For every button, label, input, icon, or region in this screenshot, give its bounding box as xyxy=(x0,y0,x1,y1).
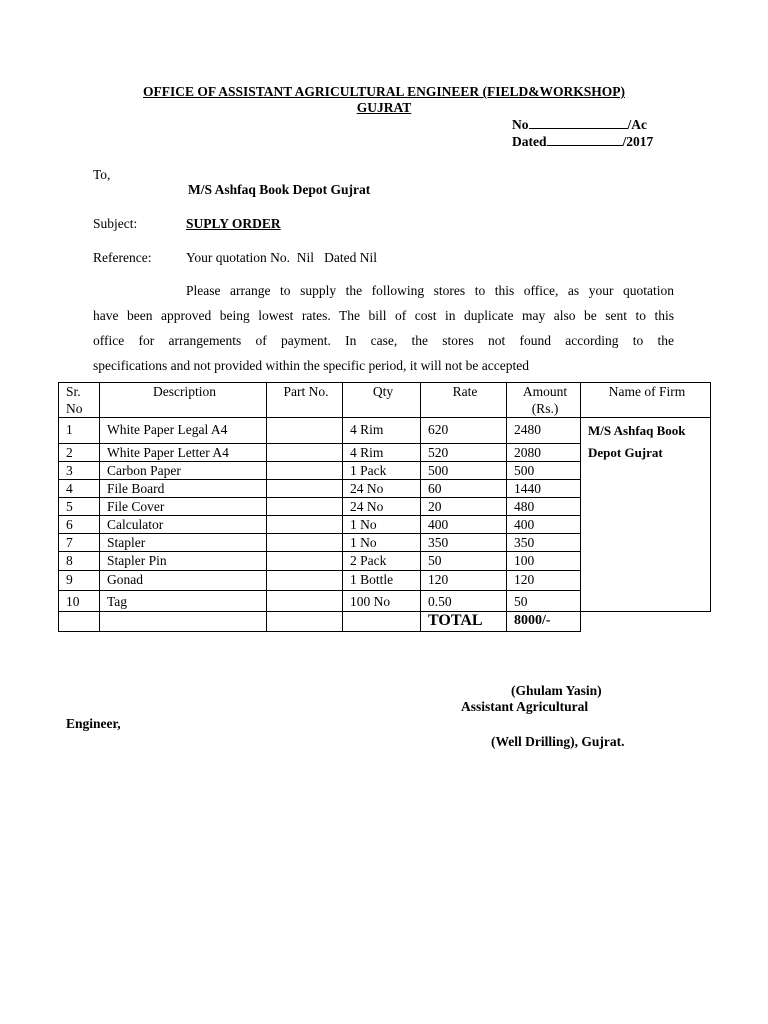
office-title: OFFICE OF ASSISTANT AGRICULTURAL ENGINEER (FIELD&WORKSHOP) xyxy=(143,84,625,99)
cell-part-no xyxy=(267,534,343,552)
total-empty-description xyxy=(100,612,267,632)
dated-suffix: /2017 xyxy=(622,134,654,149)
cell-part-no xyxy=(267,444,343,462)
cell-qty: 1 No xyxy=(343,516,421,534)
total-empty-firm xyxy=(581,612,711,632)
cell-rate: 400 xyxy=(421,516,507,534)
dated-label: Dated xyxy=(512,134,547,149)
cell-amount: 350 xyxy=(507,534,581,552)
cell-part-no xyxy=(267,516,343,534)
cell-description: File Board xyxy=(100,480,267,498)
subject-value: SUPLY ORDER xyxy=(186,216,281,231)
cell-qty: 4 Rim xyxy=(343,444,421,462)
cell-qty: 24 No xyxy=(343,498,421,516)
cell-qty: 4 Rim xyxy=(343,418,421,444)
cell-sr: 5 xyxy=(59,498,100,516)
cell-description: Stapler Pin xyxy=(100,552,267,571)
cell-rate: 50 xyxy=(421,552,507,571)
cell-sr: 7 xyxy=(59,534,100,552)
dated-line xyxy=(512,134,653,150)
table-header-row xyxy=(59,383,711,418)
total-value: 8000/- xyxy=(507,612,581,632)
signatory-office: (Well Drilling), Gujrat. xyxy=(491,734,625,749)
cell-qty: 24 No xyxy=(343,480,421,498)
cell-rate: 620 xyxy=(421,418,507,444)
cell-part-no xyxy=(267,462,343,480)
reference-label: Reference: xyxy=(93,250,152,265)
cell-description: Calculator xyxy=(100,516,267,534)
header-rate: Rate xyxy=(421,383,507,418)
cell-amount: 2480 xyxy=(507,418,581,444)
cell-sr: 10 xyxy=(59,591,100,612)
cell-description: White Paper Letter A4 xyxy=(100,444,267,462)
subject-label: Subject: xyxy=(93,216,138,231)
body-line-3: office for arrangements of payment. In case, the stores not found according to the xyxy=(93,333,674,348)
cell-description: Tag xyxy=(100,591,267,612)
to-label: To, xyxy=(93,167,111,182)
cell-qty: 100 No xyxy=(343,591,421,612)
cell-amount: 120 xyxy=(507,571,581,591)
body-line-4: specifications and not provided within the specific period, it will not be accepted xyxy=(93,358,529,373)
cell-sr: 2 xyxy=(59,444,100,462)
cell-part-no xyxy=(267,480,343,498)
body-line-1: Please arrange to supply the following stores to this office, as your quotation xyxy=(186,283,674,298)
reference-value: Your quotation No. Nil Dated Nil xyxy=(186,250,377,265)
header-amount: Amount (Rs.) xyxy=(507,383,581,418)
cell-qty: 2 Pack xyxy=(343,552,421,571)
header-description: Description xyxy=(100,383,267,418)
cell-description: Stapler xyxy=(100,534,267,552)
total-empty-part-no xyxy=(267,612,343,632)
cell-part-no xyxy=(267,591,343,612)
cell-amount: 400 xyxy=(507,516,581,534)
cell-description: File Cover xyxy=(100,498,267,516)
table-row xyxy=(59,418,711,444)
firm-name-cell: M/S Ashfaq Book Depot Gujrat xyxy=(581,418,711,612)
addressee-name: M/S Ashfaq Book Depot Gujrat xyxy=(188,182,371,197)
signatory-title: Assistant Agricultural xyxy=(461,699,589,714)
header-firm: Name of Firm xyxy=(581,383,711,418)
header-sr-no: Sr. No xyxy=(59,383,100,418)
signatory-name: (Ghulam Yasin) xyxy=(511,683,602,698)
cell-sr: 4 xyxy=(59,480,100,498)
cell-part-no xyxy=(267,418,343,444)
cell-rate: 20 xyxy=(421,498,507,516)
cell-qty: 1 Pack xyxy=(343,462,421,480)
no-suffix: /Ac xyxy=(627,117,647,132)
dated-blank xyxy=(547,134,623,146)
cell-amount: 2080 xyxy=(507,444,581,462)
cell-sr: 1 xyxy=(59,418,100,444)
cell-sr: 8 xyxy=(59,552,100,571)
cell-sr: 6 xyxy=(59,516,100,534)
cell-part-no xyxy=(267,552,343,571)
cell-part-no xyxy=(267,498,343,516)
no-label: No xyxy=(512,117,529,132)
cell-amount: 1440 xyxy=(507,480,581,498)
cell-rate: 350 xyxy=(421,534,507,552)
cell-qty: 1 No xyxy=(343,534,421,552)
header-qty: Qty xyxy=(343,383,421,418)
cell-description: White Paper Legal A4 xyxy=(100,418,267,444)
cell-amount: 100 xyxy=(507,552,581,571)
reference-number xyxy=(512,117,647,133)
cell-rate: 0.50 xyxy=(421,591,507,612)
supply-order-table xyxy=(58,382,711,632)
total-label: TOTAL xyxy=(421,612,507,632)
cell-sr: 9 xyxy=(59,571,100,591)
cell-qty: 1 Bottle xyxy=(343,571,421,591)
cell-description: Carbon Paper xyxy=(100,462,267,480)
total-empty-sr xyxy=(59,612,100,632)
signatory-title-continued: Engineer, xyxy=(66,716,121,731)
cell-rate: 60 xyxy=(421,480,507,498)
cell-amount: 480 xyxy=(507,498,581,516)
no-blank xyxy=(529,117,628,129)
total-row xyxy=(59,612,711,632)
cell-description: Gonad xyxy=(100,571,267,591)
cell-amount: 50 xyxy=(507,591,581,612)
cell-amount: 500 xyxy=(507,462,581,480)
cell-rate: 520 xyxy=(421,444,507,462)
body-line-2: have been approved being lowest rates. The bill of cost in duplicate may also be sent to this xyxy=(93,308,674,323)
cell-rate: 120 xyxy=(421,571,507,591)
header-part-no: Part No. xyxy=(267,383,343,418)
cell-part-no xyxy=(267,571,343,591)
cell-sr: 3 xyxy=(59,462,100,480)
cell-rate: 500 xyxy=(421,462,507,480)
office-city: GUJRAT xyxy=(356,100,412,115)
total-empty-qty xyxy=(343,612,421,632)
